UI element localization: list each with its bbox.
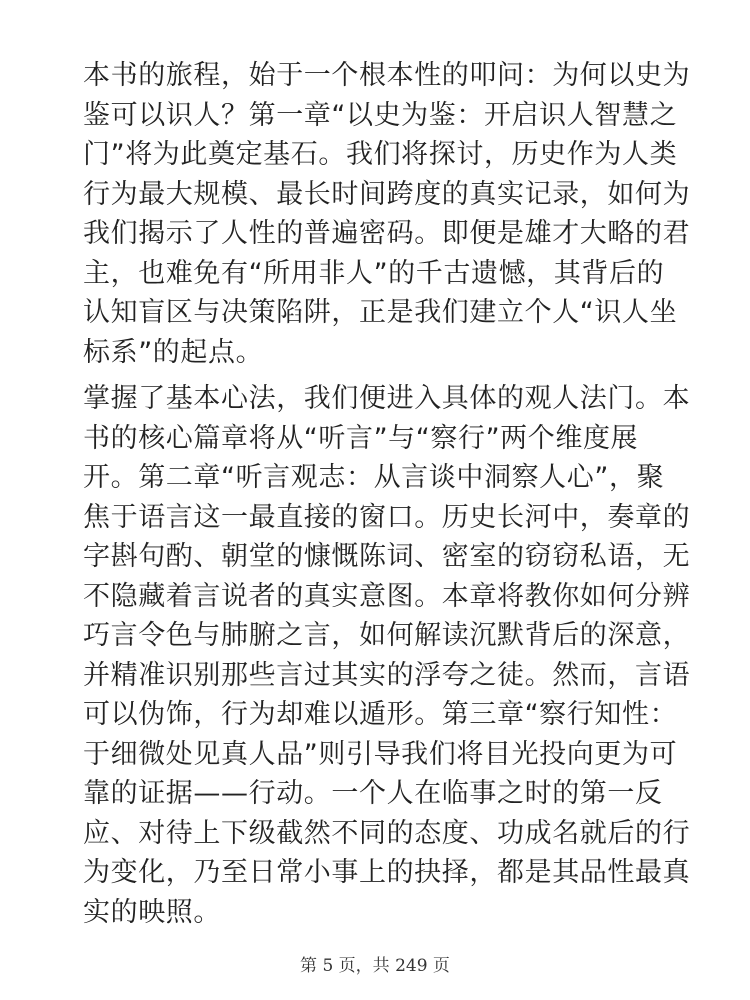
text-line: 字斟句酌、朝堂的慷慨陈词、密室的窃窃私语，无 [83,541,691,572]
paragraph-2 [83,379,691,932]
text-line: 不隐藏着言说者的真实意图。本章将教你如何分辨 [83,580,691,612]
text-line: 靠的证据——行动。一个人在临事之时的第一反 [83,778,663,809]
text-line: 可以伪饰，行为却难以遁形。第三章“察行知性： [83,699,678,730]
text-line: 行为最大规模、最长时间跨度的真实记录，如何为 [83,178,691,210]
text-line: 应、对待上下级截然不同的态度、功成名就后的行 [83,817,691,849]
text-line: 认知盲区与决策陷阱，正是我们建立个人“识人坐 [83,297,678,328]
text-line: 并精准识别那些言过其实的浮夸之徒。然而，言语 [83,659,691,691]
text-line: 巧言令色与肺腑之言，如何解读沉默背后的深意， [83,620,691,651]
text-line: 标系”的起点。 [83,336,264,368]
text-line: 为变化，乃至日常小事上的抉择，都是其品性最真 [83,857,691,888]
text-line: 掌握了基本心法，我们便进入具体的观人法门。本 [83,383,691,414]
text-line: 门”将为此奠定基石。我们将探讨，历史作为人类 [83,139,678,170]
text-line: 于细微处见真人品”则引导我们将目光投向更为可 [83,738,678,770]
page-footer: 第 5 页，共 249 页 [300,956,450,976]
text-line: 焦于语言这一最直接的窗口。历史长河中，奏章的 [83,501,691,533]
text-line: 开。第二章“听言观志：从言谈中洞察人心”，聚 [83,462,665,493]
text-line: 我们揭示了人性的普遍密码。即便是雄才大略的君 [83,218,691,249]
text-line: 鉴可以识人？第一章“以史为鉴：开启识人智慧之 [83,99,678,131]
text-line: 书的核心篇章将从“听言”与“察行”两个维度展 [83,422,639,454]
text-line: 实的映照。 [83,896,221,928]
text-line: 本书的旅程，始于一个根本性的叩问：为何以史为 [83,60,691,91]
paragraph-1 [83,56,691,372]
text-line: 主，也难免有“所用非人”的千古遗憾，其背后的 [83,257,665,289]
